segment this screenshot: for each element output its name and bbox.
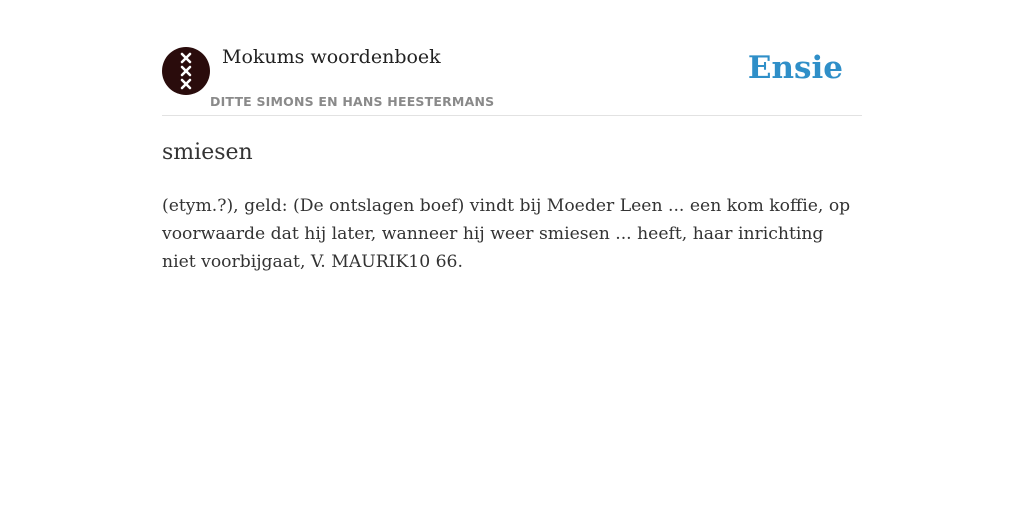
dictionary-header (162, 0, 862, 116)
amsterdam-crosses-icon[interactable] (162, 47, 210, 95)
ensie-brand-link[interactable]: Ensie (747, 50, 843, 86)
entry-definition: (etym.?), geld: (De ontslagen boef) vindt bij Moeder Leen ... een kom koffie, op voorwaarde dat hij later, wanneer hij weer smiesen ... heeft, haar inrichting niet voorbijgaat, V. MAURIK10 66. (162, 196, 851, 272)
dictionary-authors: DITTE SIMONS EN HANS HEESTERMANS (210, 94, 495, 109)
page-container (162, 0, 862, 272)
dictionary-title-link[interactable]: Mokums woordenboek (222, 46, 441, 68)
entry-headword: smiesen (162, 140, 253, 165)
